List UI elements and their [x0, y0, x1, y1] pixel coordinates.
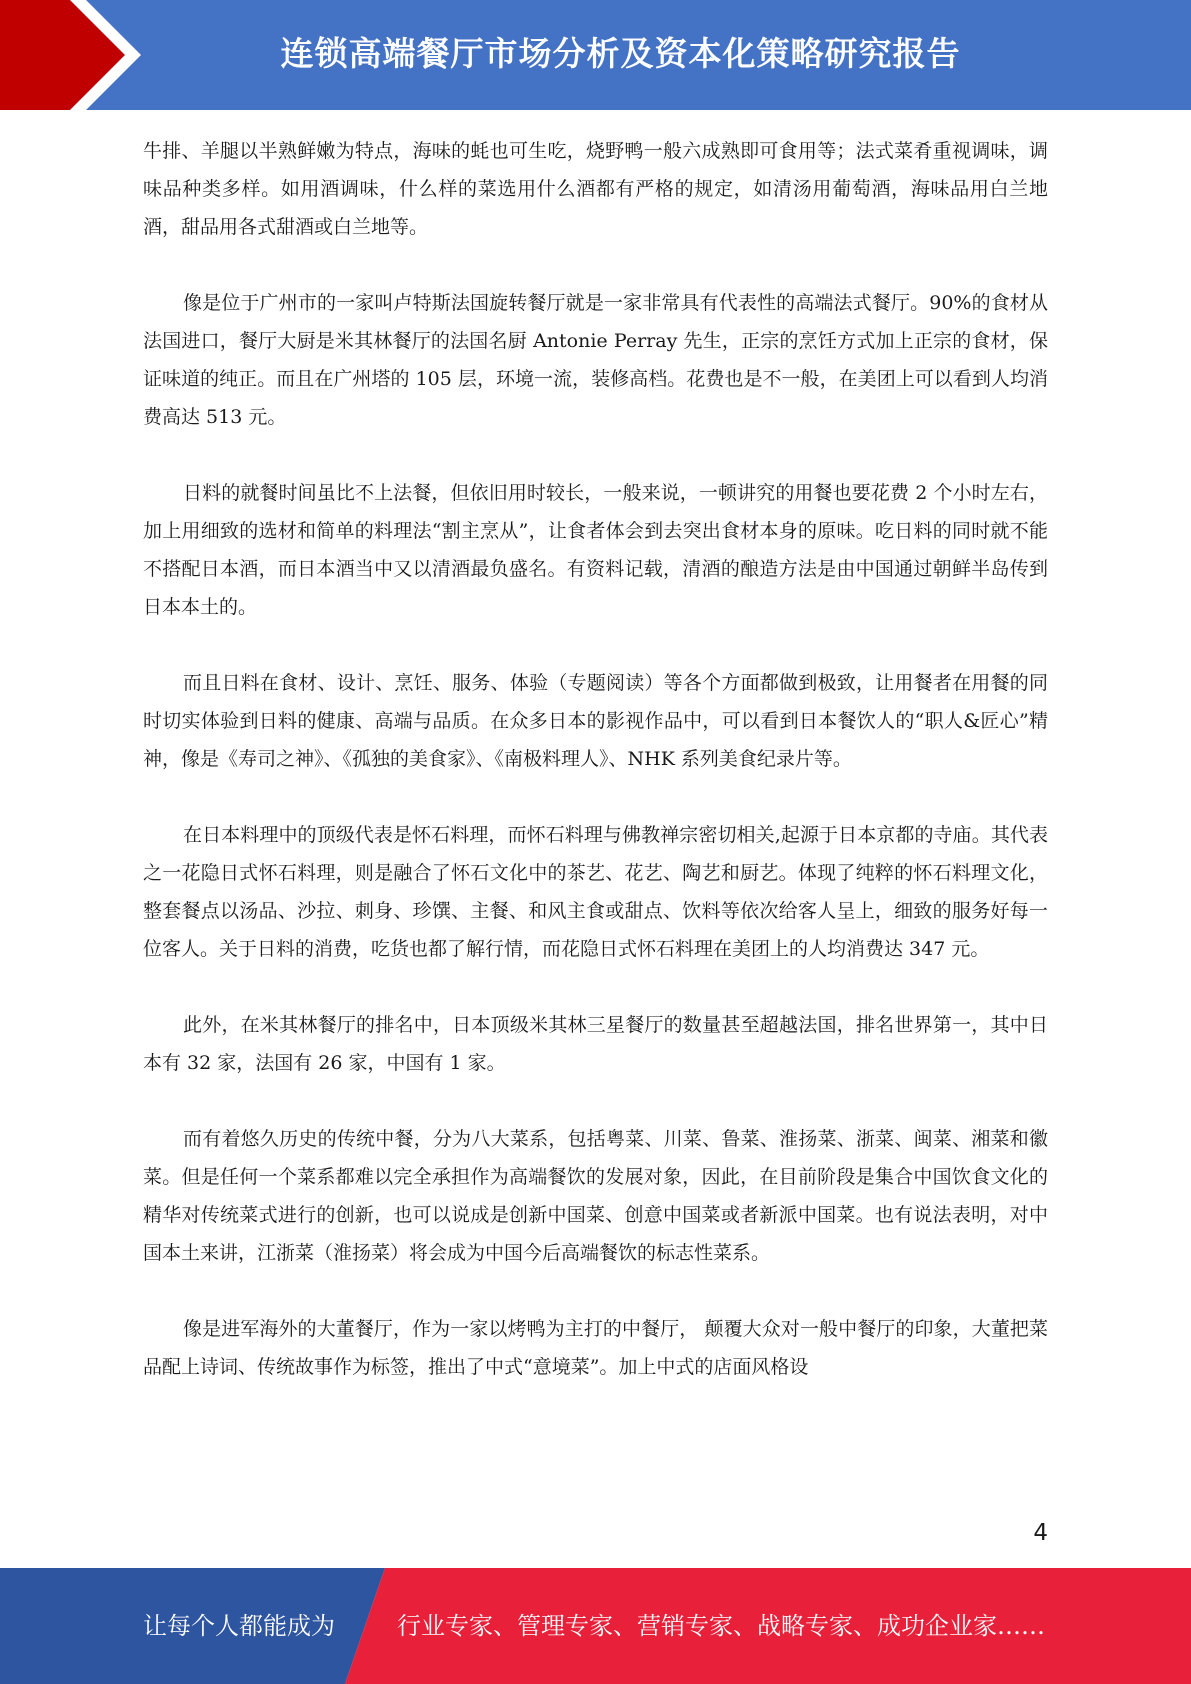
- report-title: 连锁高端餐厅市场分析及资本化策略研究报告: [280, 34, 961, 73]
- footer-slogan-left: 让每个人都能成为: [143, 1612, 335, 1640]
- paragraph-2: 像是位于广州市的一家叫卢特斯法国旋转餐厅就是一家非常具有代表性的高端法式餐厅。90%的食材从法国进口，餐厅大厨是米其林餐厅的法国名厨 Antonie Perray 先生，正宗的烹饪方式加上正宗的食材，保证味道的纯正。而且在广州塔的 105 层，环境一流，装修高档。花费也是不一般，在美团上可以看到人均消费高达 513 元。: [143, 292, 1048, 428]
- body-content: [143, 132, 1048, 1424]
- paragraph-4: 而且日料在食材、设计、烹饪、服务、体验（专题阅读）等各个方面都做到极致，让用餐者在用餐的同时切实体验到日料的健康、高端与品质。在众多日本的影视作品中，可以看到日本餐饮人的“职人&匠心”精神，像是《寿司之神》、《孤独的美食家》、《南极料理人》、NHK 系列美食纪录片等。: [143, 672, 1048, 770]
- paragraph-5: 在日本料理中的顶级代表是怀石料理，而怀石料理与佛教禅宗密切相关,起源于日本京都的寺庙。其代表之一花隐日式怀石料理，则是融合了怀石文化中的茶艺、花艺、陶艺和厨艺。体现了纯粹的怀石料理文化，整套餐点以汤品、沙拉、刺身、珍馔、主餐、和风主食或甜点、饮料等依次给客人呈上，细致的服务好每一位客人。关于日料的消费，吃货也都了解行情，而花隐日式怀石料理在美团上的人均消费达 347 元。: [143, 824, 1048, 960]
- page-number: 4: [1033, 1520, 1048, 1546]
- page-header: [0, 0, 1191, 110]
- paragraph-3: 日料的就餐时间虽比不上法餐，但依旧用时较长，一般来说，一顿讲究的用餐也要花费 2 个小时左右，加上用细致的选材和简单的料理法“割主烹从”，让食者体会到去突出食材本身的原味。吃日料的同时就不能不搭配日本酒，而日本酒当中又以清酒最负盛名。有资料记载，清酒的酿造方法是由中国通过朝鲜半岛传到日本本土的。: [143, 482, 1048, 618]
- paragraph-7: 而有着悠久历史的传统中餐，分为八大菜系，包括粤菜、川菜、鲁菜、淮扬菜、浙菜、闽菜、湘菜和徽菜。但是任何一个菜系都难以完全承担作为高端餐饮的发展对象，因此，在目前阶段是集合中国饮食文化的精华对传统菜式进行的创新，也可以说成是创新中国菜、创意中国菜或者新派中国菜。也有说法表明，对中国本土来讲，江浙菜（淮扬菜）将会成为中国今后高端餐饮的标志性菜系。: [143, 1128, 1048, 1264]
- paragraph-8: 像是进军海外的大董餐厅，作为一家以烤鸭为主打的中餐厅， 颠覆大众对一般中餐厅的印象，大董把菜品配上诗词、传统故事作为标签，推出了中式“意境菜”。加上中式的店面风格设: [143, 1318, 1048, 1378]
- paragraph-6: 此外，在米其林餐厅的排名中，日本顶级米其林三星餐厅的数量甚至超越法国，排名世界第一，其中日本有 32 家，法国有 26 家，中国有 1 家。: [143, 1014, 1048, 1074]
- page-footer: [0, 1568, 1191, 1684]
- paragraph-1: 牛排、羊腿以半熟鲜嫩为特点，海味的蚝也可生吃，烧野鸭一般六成熟即可食用等；法式菜肴重视调味，调味品种类多样。如用酒调味，什么样的菜选用什么酒都有严格的规定，如清汤用葡萄酒，海味品用白兰地酒，甜品用各式甜酒或白兰地等。: [143, 140, 1048, 238]
- footer-slogan-right: 行业专家、管理专家、营销专家、战略专家、成功企业家……: [397, 1612, 1045, 1640]
